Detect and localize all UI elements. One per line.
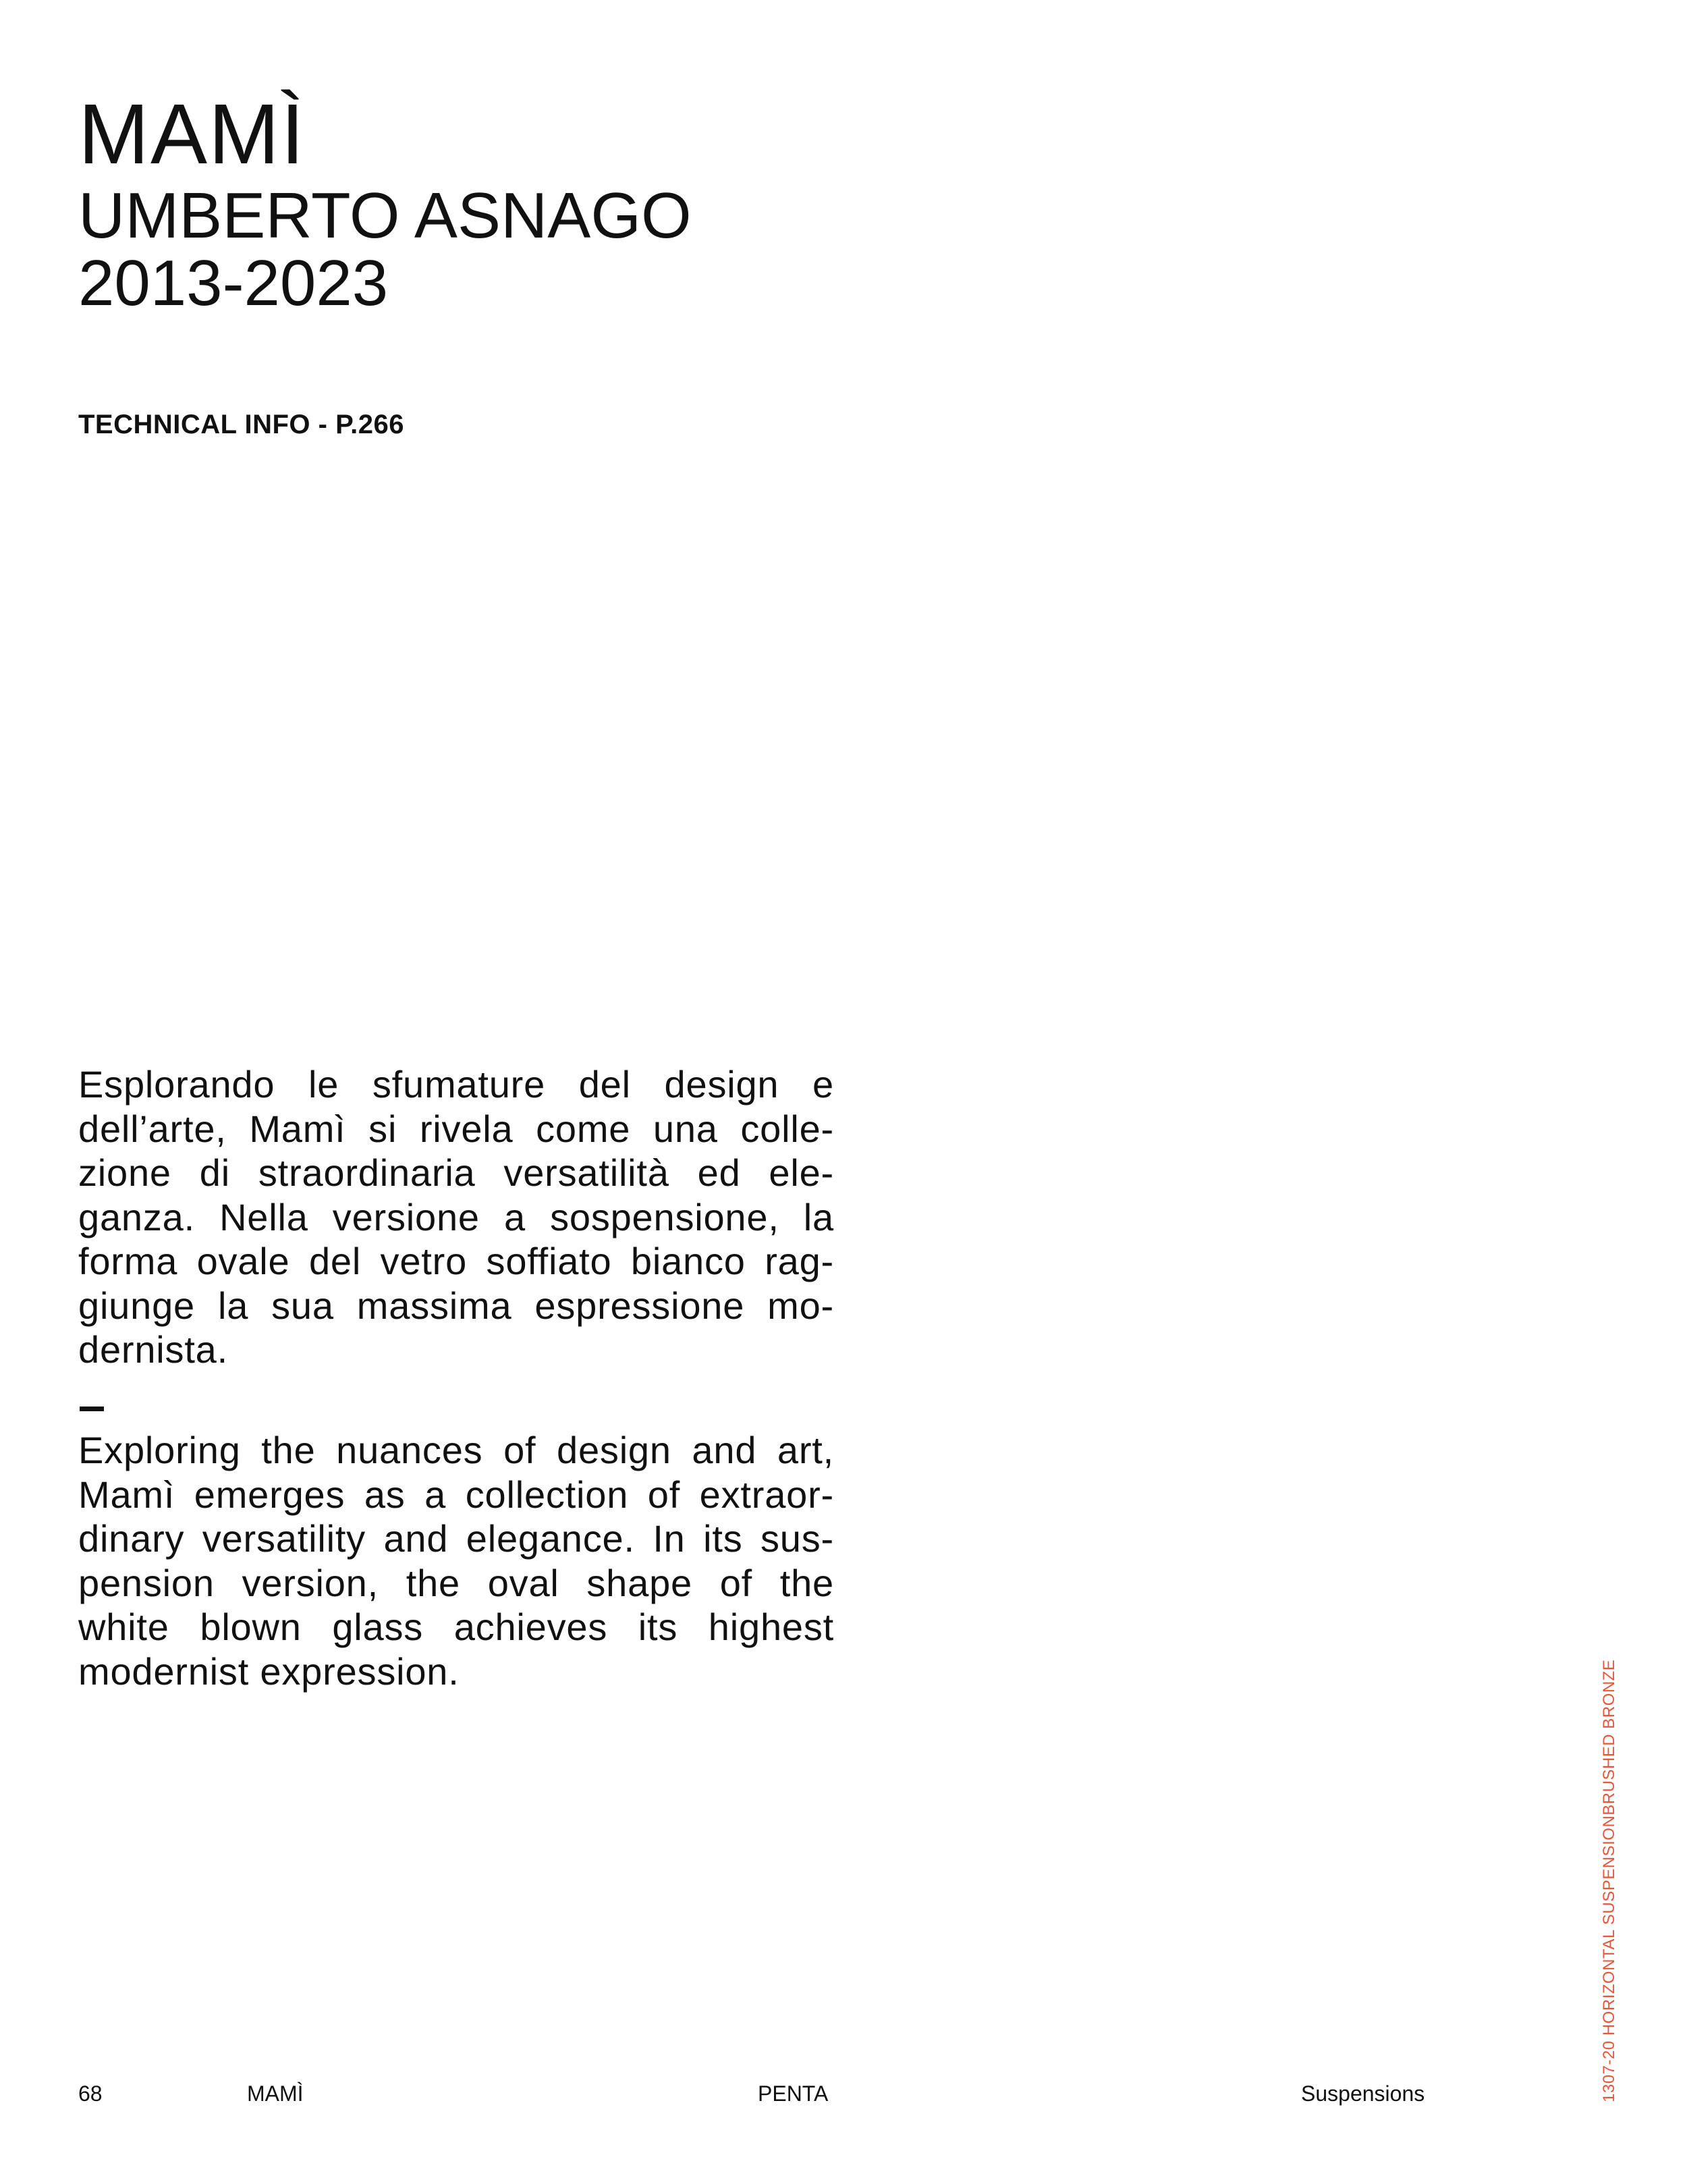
technical-info-link: TECHNICAL INFO - P.266 (78, 410, 404, 439)
footer-category: Suspensions (1301, 2081, 1425, 2106)
product-years: 2013-2023 (78, 247, 389, 319)
designer-name: UMBERTO ASNAGO (78, 180, 692, 252)
footer-collection: MAMÌ (247, 2081, 304, 2106)
footer-brand: PENTA (758, 2081, 829, 2106)
product-variant-caption: 1307-20 HORIZONTAL SUSPENSIONBRUSHED BRONZE (1600, 1659, 1618, 2102)
description-italian: Esplorando le sfumature del design e dell’arte, Mamì si rivela come una colle-zione di straordinaria versatilità ed ele-ganza. Nella versione a sospensione, la forma ovale del vetro soffiato bianco rag-giunge la sua massima espressione mo-dernista. (78, 1063, 834, 1371)
page-number: 68 (78, 2081, 103, 2106)
language-separator (80, 1407, 104, 1411)
description-english: Exploring the nuances of design and art, Mamì emerges as a collection of extraor-dinary versatility and elegance. In its sus-pension version, the oval shape of the white blown glass achieves its highest modernist expression. (78, 1429, 834, 1693)
product-title: MAMÌ (78, 86, 306, 182)
